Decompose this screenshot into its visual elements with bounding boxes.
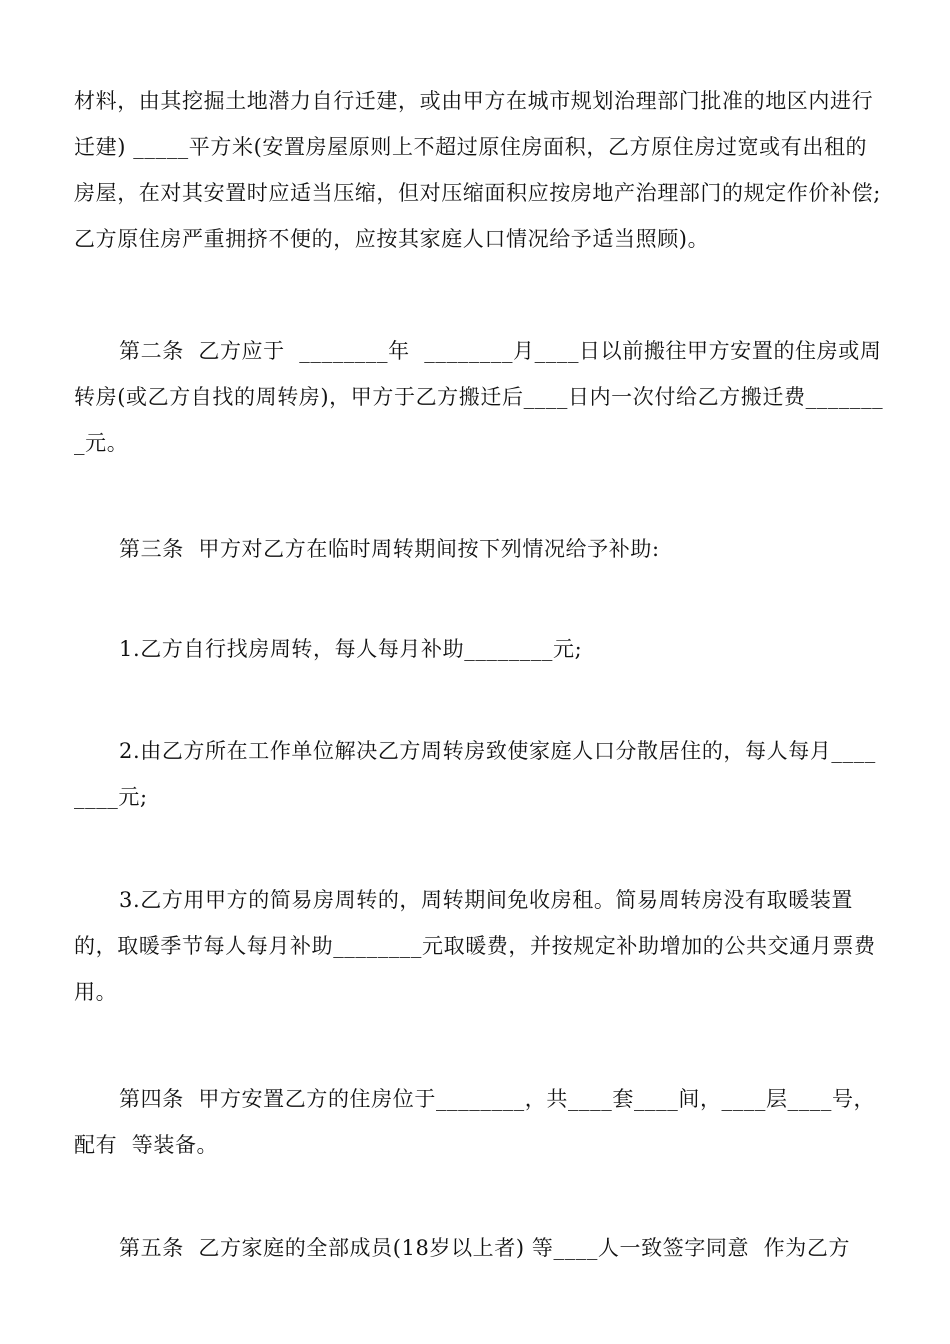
paragraph-article-3-subsidy: 第三条 甲方对乙方在临时周转期间按下列情况给予补助: bbox=[119, 537, 660, 561]
paragraph-subsidy-item-3: 3.乙方用甲方的简易房周转的，周转期间免收房租。简易周转房没有取暖装置的，取暖季节每人每月补助________元取暖费，并按规定补助增加的公共交通月票费用。 bbox=[74, 888, 876, 1004]
paragraph-subsidy-item-2: 2.由乙方所在工作单位解决乙方周转房致使家庭人口分散居住的，每人每月________元; bbox=[74, 739, 876, 809]
paragraph-article-5-family-consent: 第五条 乙方家庭的全部成员(18岁以上者) 等____人一致签字同意 作为乙方 bbox=[119, 1236, 851, 1260]
paragraph-subsidy-item-1: 1.乙方自行找房周转，每人每月补助________元; bbox=[119, 637, 583, 661]
paragraph-article-2-move-date: 第二条 乙方应于 ________年 ________月____日以前搬往甲方安置的住房或周转房(或乙方自找的周转房)，甲方于乙方搬迁后____日内一次付给乙方搬迁费________元。 bbox=[74, 339, 884, 455]
paragraph-relocation-area: 材料，由其挖掘土地潜力自行迁建，或由甲方在城市规划治理部门批准的地区内进行迁建) _____平方米(安置房屋原则上不超过原住房面积，乙方原住房过宽或有出租的房屋，在对其安置时应适当压缩，但对压缩面积应按房地产治理部门的规定作价补偿;乙方原住房严重拥挤不便的，应按其家庭人口情况给予适当照顾)。 bbox=[74, 89, 881, 251]
paragraph-article-4-housing: 第四条 甲方安置乙方的住房位于________，共____套____间，____层____号，配有 等装备。 bbox=[74, 1087, 876, 1157]
